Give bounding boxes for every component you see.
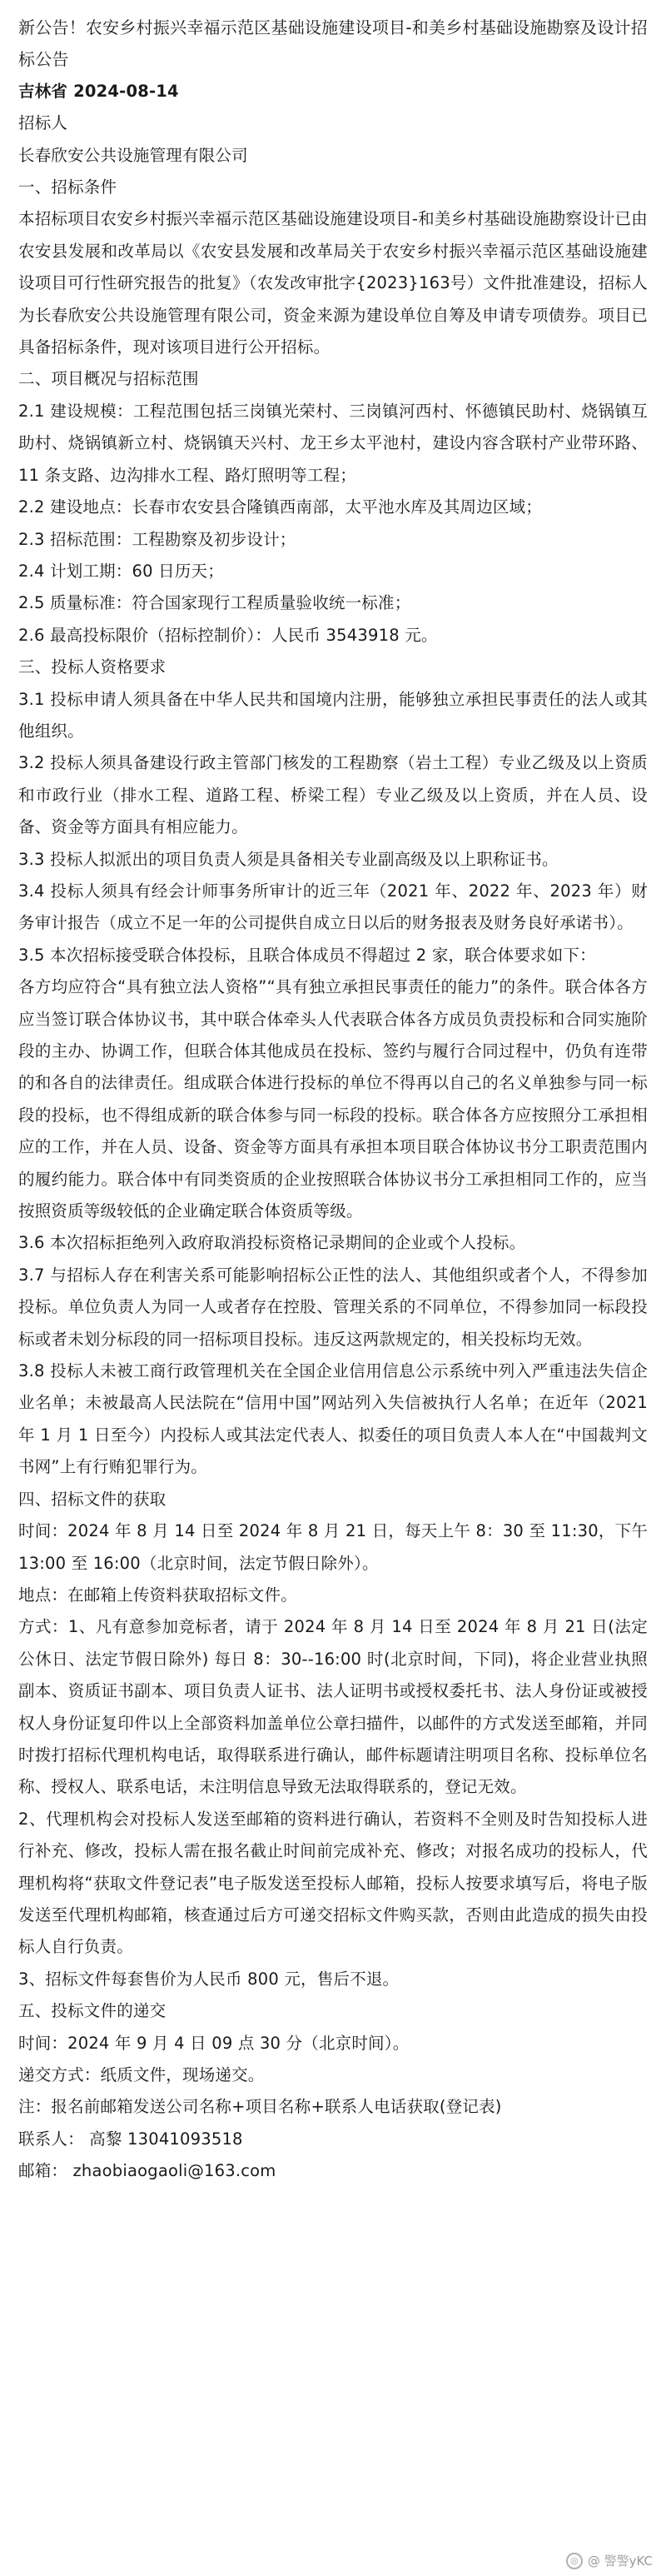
section-4-place: 地点：在邮箱上传资料获取招标文件。 [18,1585,297,1605]
section-1-heading: 一、招标条件 [18,177,117,197]
section-4-method-1: 方式：1、凡有意参加竞标者，请于 2024 年 8 月 14 日至 2024 年 8 月 21 日(法定公休日、法定节假日除外) 每日 8：30--16:00 时(北京时间，下同)，将企业营业执照副本、资质证书副本、项目负责人证书、法人证明书或授权委托书、法人身份证或被授权人身份证复印件以上全部资料加盖单位公章扫描件，以邮件的方式发送至邮箱，并同时拨打招标代理机构电话，取得联系进行确认，邮件标题请注明项目名称、投标单位名称、授权人、联系电话，未注明信息导致无法取得联系的，登记无效。 [18,1617,648,1797]
section-3-2: 3.2 投标人须具备建设行政主管部门核发的工程勘察（岩土工程）专业乙级及以上资质和市政行业（排水工程、道路工程、桥梁工程）专业乙级及以上资质，并在人员、设备、资金等方面具有相应能力。 [18,753,648,837]
section-3-7: 3.7 与招标人存在利害关系可能影响招标公正性的法人、其他组织或者个人，不得参加投标。单位负责人为同一人或者存在控股、管理关系的不同单位，不得参加同一标段投标或者未划分标段的同一招标项目投标。违反这两款规定的，相关投标均无效。 [18,1265,648,1349]
tenderer-name: 长春欣安公共设施管理有限公司 [18,145,248,165]
tenderer-label: 招标人 [18,113,68,133]
section-5-method: 递交方式：纸质文件，现场递交。 [18,2065,265,2084]
section-5-time: 时间：2024 年 9 月 4 日 09 点 30 分（北京时间）。 [18,2033,410,2053]
section-2-3: 2.3 招标范围：工程勘察及初步设计； [18,529,296,549]
section-3-5-body: 各方均应符合“具有独立法人资格”“具有独立承担民事责任的能力”的条件。联合体各方应当签订联合体协议书，其中联合体牵头人代表联合体各方成员负责投标和合同实施阶段的主办、协调工作，但联合体其他成员在投标、签约与履行合同过程中，仍负有连带的和各自的法律责任。组成联合体进行投标的单位不得再以自己的名义单独参与同一标段的投标，也不得组成新的联合体参与同一标段的投标。联合体各方应按照分工承担相应的工作，并在人员、设备、资金等方面具有承担本项目联合体协议书分工职责范围内的履约能力。联合体中有同类资质的企业按照联合体协议书分工承担相同工作的，应当按照资质等级较低的企业确定联合体资质等级。 [18,977,648,1221]
watermark [566,2552,653,2569]
watermark-logo-icon: ◎ [566,2553,583,2569]
registration-note: 注：报名前邮箱发送公司名称+项目名称+联系人电话获取(登记表) [18,2097,502,2117]
section-2-heading: 二、项目概况与招标范围 [18,369,199,389]
section-1-body: 本招标项目农安乡村振兴幸福示范区基础设施建设项目-和美乡村基础设施勘察设计已由农安县发展和改革局以《农安县发展和改革局关于农安乡村振兴幸福示范区基础设施建设项目可行性研究报告的批复》（农发改审批字{2023}163号）文件批准建设，招标人为长春欣安公共设施管理有限公司，资金来源为建设单位自筹及申请专项债券。项目已具备招标条件，现对该项目进行公开招标。 [18,209,648,357]
section-2-4: 2.4 计划工期：60 日历天； [18,561,224,581]
section-2-1: 2.1 建设规模：工程范围包括三岗镇光荣村、三岗镇河西村、怀德镇民助村、烧锅镇互助村、烧锅镇新立村、烧锅镇天兴村、龙王乡太平池村，建设内容含联村产业带环路、11 条支路、边沟排水工程、路灯照明等工程； [18,401,648,485]
section-3-4: 3.4 投标人须具有经会计师事务所审计的近三年（2021 年、2022 年、2023 年）财务审计报告（成立不足一年的公司提供自成立日以后的财务报表及财务良好承诺书）。 [18,881,648,933]
section-4-method-3: 3、招标文件每套售价为人民币 800 元，售后不退。 [18,1969,400,1989]
section-4-time: 时间：2024 年 8 月 14 日至 2024 年 8 月 21 日，每天上午 8：30 至 11:30，下午 13:00 至 16:00（北京时间，法定节假日除外）。 [18,1521,648,1573]
region-date: 吉林省 2024-08-14 [18,81,179,101]
section-3-8: 3.8 投标人未被工商行政管理机关在全国企业信用信息公示系统中列入严重违法失信企业名单；未被最高人民法院在“信用中国”网站列入失信被执行人名单；在近年（2021 年 1 月 1 日至今）内投标人或其法定代表人、拟委任的项目负责人本人在“中国裁判文书网”上有行贿犯罪行为。 [18,1361,648,1477]
section-3-heading: 三、投标人资格要求 [18,657,166,677]
section-3-5: 3.5 本次招标接受联合体投标，且联合体成员不得超过 2 家，联合体要求如下： [18,945,596,965]
watermark-text: @ 警警yKC [587,2554,653,2569]
section-4-heading: 四、招标文件的获取 [18,1489,166,1509]
contact-person: 联系人： 高黎 13041093518 [18,2129,243,2149]
section-2-2: 2.2 建设地点：长春市农安县合隆镇西南部，太平池水库及其周边区域； [18,497,543,517]
section-3-1: 3.1 投标申请人须具备在中华人民共和国境内注册，能够独立承担民事责任的法人或其他组织。 [18,689,648,741]
section-3-6: 3.6 本次招标拒绝列入政府取消投标资格记录期间的企业或个人投标。 [18,1233,526,1253]
section-5-heading: 五、投标文件的递交 [18,2001,166,2021]
section-2-6: 2.6 最高投标限价（招标控制价）：人民币 3543918 元。 [18,625,438,645]
contact-email: 邮箱： zhaobiaogaoli@163.com [18,2161,276,2181]
section-3-3: 3.3 投标人拟派出的项目负责人须是具备相关专业副高级及以上职称证书。 [18,849,559,869]
announcement-title: 新公告！农安乡村振兴幸福示范区基础设施建设项目-和美乡村基础设施勘察及设计招标公告 [18,17,648,70]
section-2-5: 2.5 质量标准：符合国家现行工程质量验收统一标准； [18,593,411,613]
section-4-method-2: 2、代理机构会对投标人发送至邮箱的资料进行确认，若资料不全则及时告知投标人进行补充、修改，投标人需在报名截止时间前完成补充、修改；对报名成功的投标人，代理机构将“获取文件登记表”电子版发送至投标人邮箱，投标人按要求填写后，将电子版发送至代理机构邮箱，核查通过后方可递交招标文件购买款，否则由此造成的损失由投标人自行负责。 [18,1809,648,1957]
